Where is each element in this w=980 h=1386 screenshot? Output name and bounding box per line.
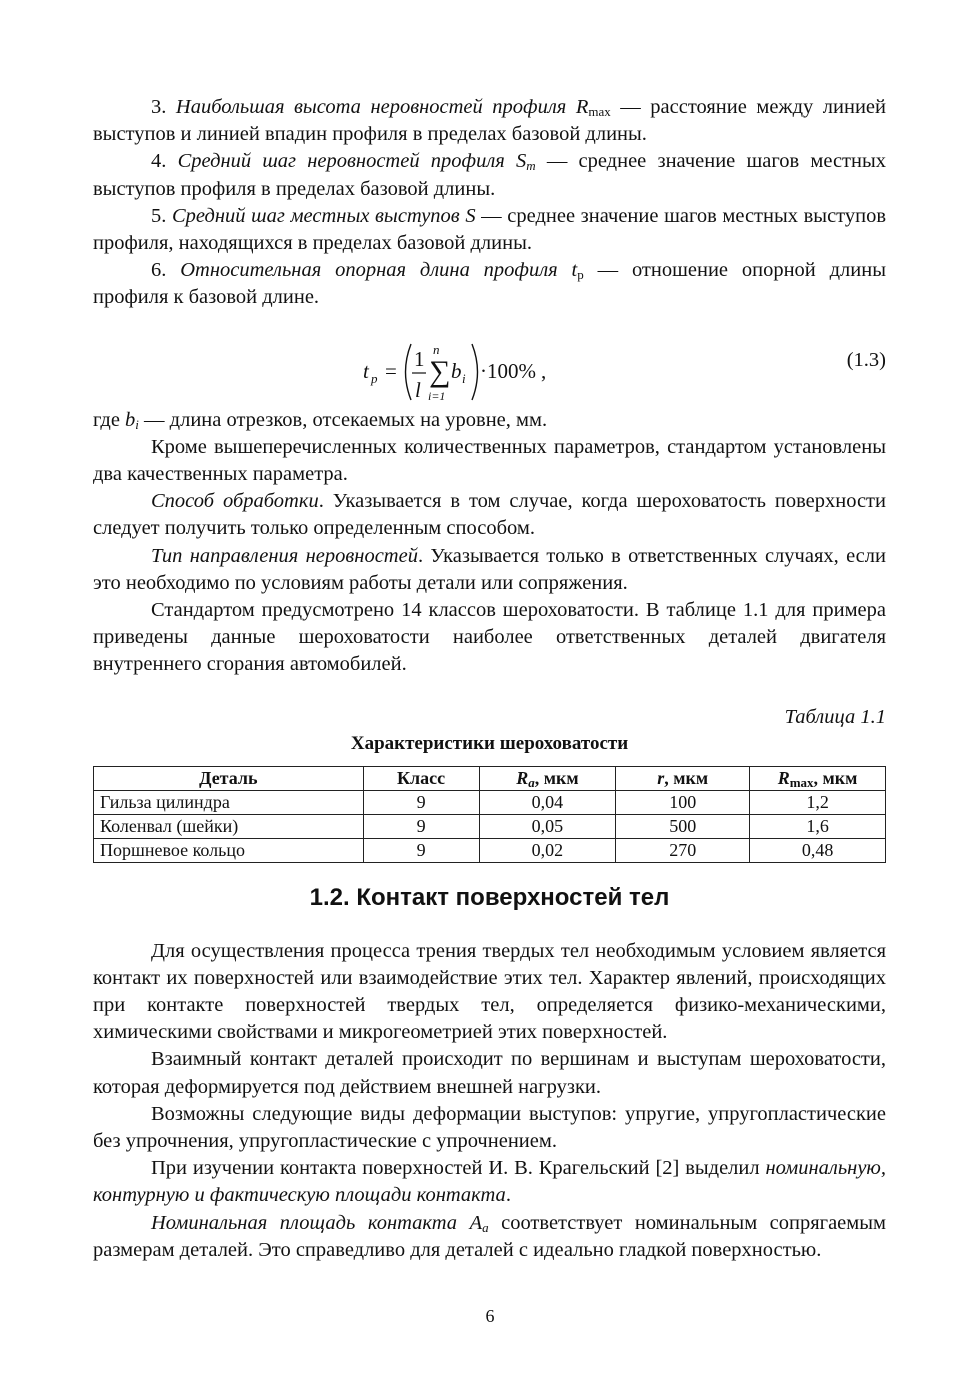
- header-class: Класс: [363, 766, 479, 790]
- cell-r: 270: [616, 838, 750, 862]
- paragraph-classes: Стандартом предусмотрено 14 классов шероховатости. В таблице 1.1 для примера приведены данные шероховатости наиболее ответственных деталей двигателя внутреннего сгорания автомобилей.: [93, 599, 886, 676]
- formula-sigma: ∑: [429, 354, 451, 388]
- table-caption: Таблица 1.1: [784, 705, 886, 728]
- cell-class: 9: [363, 790, 479, 814]
- table-header-row: [94, 766, 886, 790]
- header-ra: $R_a$, мкм: [479, 766, 616, 790]
- cell-class: 9: [363, 814, 479, 838]
- paragraph-deformation-types: Возможны следующие виды деформации выступов: упругие, упругопластические без упрочнения, упругопластические с упрочнением.: [93, 1102, 886, 1153]
- cell-detail: Поршневое кольцо: [94, 838, 364, 862]
- formula-denominator: l: [415, 377, 421, 402]
- header-detail: Деталь: [94, 766, 364, 790]
- formula-left-paren: [406, 344, 412, 400]
- formula-lhs-sub: p: [371, 370, 378, 386]
- paragraph-s: 5. Средний шаг местных выступов S — среднее значение шагов местных выступов профиля, находящихся в пределах базовой длины.: [93, 204, 887, 255]
- formula-numerator: 1: [414, 346, 425, 371]
- paragraph-mutual-contact: Взаимный контакт деталей происходит по вершинам и выступам шероховатости, которая деформируется под действием внешней нагрузки.: [93, 1048, 886, 1098]
- cell-r: 500: [616, 814, 750, 838]
- formula-sum-var-sub: i: [462, 370, 466, 386]
- formula-tail: ·100%: [480, 358, 536, 383]
- header-rmax: $R_{max}$, мкм: [750, 766, 886, 790]
- equation-number: (1.3): [846, 348, 886, 371]
- formula-sum-top: n: [433, 341, 440, 357]
- formula-sum-var: b: [451, 358, 462, 383]
- cell-ra: 0,04: [479, 790, 616, 814]
- cell-rmax: 1,2: [750, 790, 886, 814]
- paragraph-nominal-area: Номинальная площадь контакта $A_a$ соответствует номинальным сопрягаемым размерам деталей. Это справедливо для деталей с идеально гладкой поверхностью.: [93, 1211, 887, 1261]
- cell-rmax: 0,48: [750, 838, 886, 862]
- table-row: [94, 814, 886, 838]
- table-row: [94, 838, 886, 862]
- document-page: [93, 94, 886, 1264]
- paragraph-contact-condition: Для осуществления процесса трения твердых тел необходимым условием является контакт их поверхностей или взаимодействие этих тел. Характер явлений, происходящих при контакте поверхностей твердых тел, определяется физико-механическими, химическими свойствами и микрогеометрией этих поверхностей.: [93, 939, 886, 1044]
- section-title: 1.2. Контакт поверхностей тел: [309, 883, 670, 911]
- formula-comma: ,: [541, 358, 547, 383]
- formula-sum-bottom: i=1: [428, 388, 446, 403]
- table-row: [94, 790, 886, 814]
- paragraph-tp: 6. Относительная опорная длина профиля $t_p$ — отношение опорной длины профиля к базовой длине.: [93, 259, 887, 309]
- formula-lhs: t: [363, 358, 369, 383]
- paragraph-sm: 4. Средний шаг неровностей профиля $S_m$ — среднее значение шагов местных выступов профиля в пределах базовой длины.: [93, 150, 887, 200]
- paragraph-rmax: 3. Наибольшая высота неровностей профиля $R_{max}$ — расстояние между линией выступов и линией впадин профиля в пределах базовой длины.: [93, 96, 886, 146]
- paragraph-processing-method: Способ обработки. Указывается в том случае, когда шероховатость поверхности следует получить только определенным способом.: [93, 490, 886, 540]
- roughness-table: [93, 766, 886, 863]
- header-r: r, мкм: [616, 766, 750, 790]
- paragraph-direction-type: Тип направления неровностей. Указывается только в ответственных случаях, если это необходимо по условиям работы детали или сопряжения.: [93, 544, 886, 594]
- cell-ra: 0,02: [479, 838, 616, 862]
- cell-rmax: 1,6: [750, 814, 886, 838]
- formula-eq: =: [385, 358, 397, 383]
- cell-detail: Коленвал (шейки): [94, 814, 364, 838]
- formula-1-3: [93, 312, 886, 407]
- paragraph-where: где $b_i$ — длина отрезков, отсекаемых на уровне, мм.: [93, 408, 548, 432]
- cell-class: 9: [363, 838, 479, 862]
- page-number: 6: [485, 1306, 495, 1326]
- paragraph-kragelsky: При изучении контакта поверхностей И. В. Крагельский [2] выделил номинальную, контурную и фактическую площади контакта.: [93, 1157, 886, 1207]
- table-title: Характеристики шероховатости: [350, 732, 629, 754]
- paragraph-quantitative: Кроме вышеперечисленных количественных параметров, стандартом установлены два качественных параметра.: [93, 435, 886, 486]
- formula-right-paren: [472, 344, 478, 400]
- cell-detail: Гильза цилиндра: [94, 790, 364, 814]
- cell-r: 100: [616, 790, 750, 814]
- cell-ra: 0,05: [479, 814, 616, 838]
